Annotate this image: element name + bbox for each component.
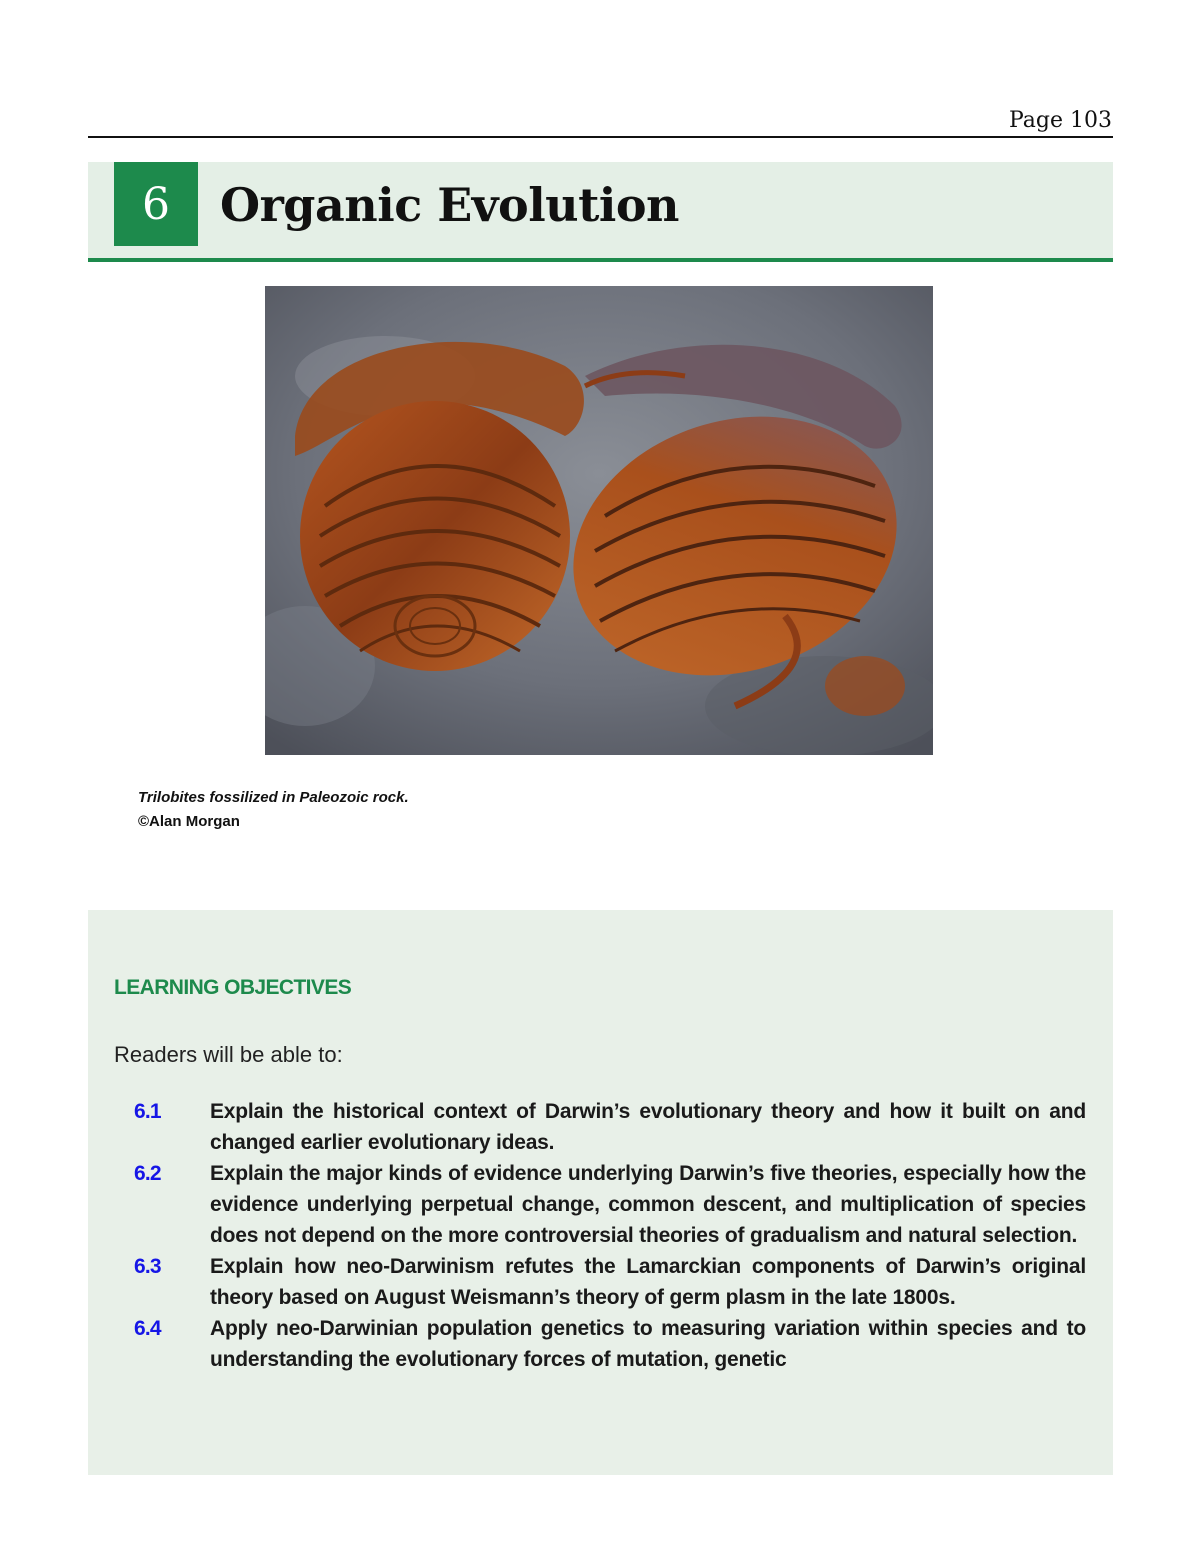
page-number: Page 103 xyxy=(1008,108,1112,133)
objective-number: 6.4 xyxy=(134,1317,161,1340)
objective-text: Apply neo-Darwinian population genetics to measuring variation within species and to understanding the evolutionary forces of mutation, genetic xyxy=(210,1317,1086,1371)
photo-credit: ©Alan Morgan xyxy=(138,813,240,830)
objective-text: Explain the historical context of Darwin’s evolutionary theory and how it built on and changed earlier evolutionary ideas. xyxy=(210,1100,1086,1154)
objective-text: Explain the major kinds of evidence underlying Darwin’s five theories, especially how the evidence underlying perpetual change, common descent, and multiplication of species does not depend on the more controversial theories of gradualism and natural selection. xyxy=(210,1162,1086,1247)
caption-text: Trilobites fossilized in Paleozoic rock. xyxy=(138,789,409,806)
objective-number: 6.1 xyxy=(134,1100,161,1123)
figure-caption xyxy=(138,786,409,834)
objective-item xyxy=(134,1313,1086,1375)
objective-number: 6.2 xyxy=(134,1162,161,1185)
trilobite-fossil-photo xyxy=(265,286,933,755)
objective-item xyxy=(134,1096,1086,1158)
header-rule xyxy=(88,136,1113,138)
learning-objectives-heading: LEARNING OBJECTIVES xyxy=(114,976,352,999)
objective-text: Explain how neo-Darwinism refutes the Lamarckian components of Darwin’s original theory based on August Weismann’s theory of germ plasm in the late 1800s. xyxy=(210,1255,1086,1309)
chapter-header xyxy=(88,162,1113,262)
objective-number: 6.3 xyxy=(134,1255,161,1278)
objective-item xyxy=(134,1158,1086,1251)
objective-item xyxy=(134,1251,1086,1313)
learning-objectives-box xyxy=(88,910,1113,1475)
learning-objectives-list xyxy=(134,1096,1086,1375)
chapter-number: 6 xyxy=(114,162,198,246)
chapter-title: Organic Evolution xyxy=(220,178,679,232)
learning-objectives-intro: Readers will be able to: xyxy=(114,1042,343,1067)
